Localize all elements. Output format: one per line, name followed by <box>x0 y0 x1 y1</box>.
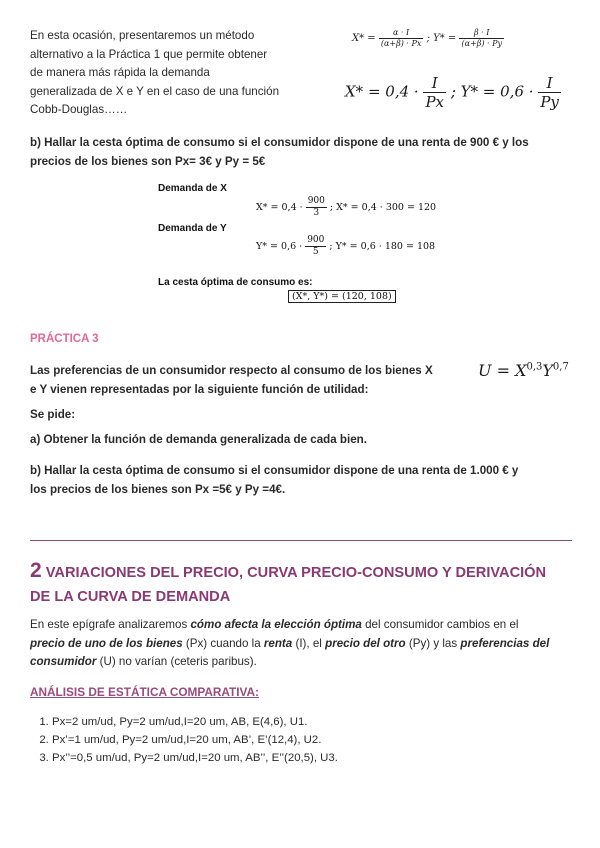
preferences-statement <box>30 362 470 399</box>
eq-x-post: ; X* = 0,4 · 300 = 120 <box>329 202 437 213</box>
formula-x-numerator: α · I <box>379 28 424 39</box>
formula-y-lhs: ; Y* = <box>426 33 457 44</box>
big-formula-x-numerator: I <box>423 74 446 93</box>
para-emphasis: precio del otro <box>325 636 406 650</box>
demand-y-equation <box>256 235 435 258</box>
general-demand-formula <box>352 28 504 49</box>
eq-y-numerator: 900 <box>307 235 325 245</box>
big-formula-sep: ; Y* = 0,6 · <box>450 82 534 101</box>
part-b2-line: los precios de los bienes son Px =5€ y Py =4€. <box>30 482 286 496</box>
eq-x-numerator: 900 <box>307 196 325 206</box>
big-formula-y-denominator: Py <box>540 93 559 111</box>
optimal-basket-box: (X*, Y*) = (120, 108) <box>288 290 396 303</box>
demand-x-label: Demanda de X <box>158 183 227 194</box>
para-text: del consumidor cambios en el <box>361 618 519 631</box>
part-b-line: precios de los bienes son Px= 3€ y Py = 5€ <box>30 154 266 168</box>
para-text: (Py) y las <box>405 636 461 650</box>
para-text: (U) no varían (ceteris paribus). <box>96 655 257 668</box>
formula-x-fraction <box>379 28 424 49</box>
basket-label: La cesta óptima de consumo es: <box>158 277 313 288</box>
utility-exp-y: 0,7 <box>552 361 569 373</box>
preferences-line: Las preferencias de un consumidor respecto al consumo de los bienes X <box>30 364 433 377</box>
part-a-question: a) Obtener la función de demanda generalizada de cada bien. <box>30 433 367 446</box>
para-emphasis: preferencias del <box>460 636 550 650</box>
part-b-line: b) Hallar la cesta óptima de consumo si el consumidor dispone de una renta de 900 € y los <box>30 136 529 149</box>
utility-function <box>478 361 569 380</box>
formula-y-fraction <box>459 28 504 49</box>
section-2-heading <box>30 559 575 609</box>
demand-y-label: Demanda de Y <box>158 223 227 234</box>
para-emphasis: cómo afecta la elección óptima <box>190 618 362 631</box>
big-formula-y-fraction <box>538 74 561 111</box>
formula-x-lhs: X* = <box>352 33 376 44</box>
part-b-question-2 <box>30 462 580 499</box>
eq-x-fraction <box>306 196 327 219</box>
formula-y-numerator: β · I <box>459 28 504 39</box>
intro-paragraph <box>30 27 310 120</box>
para-emphasis: consumidor <box>30 655 97 668</box>
big-formula-y-numerator: I <box>538 74 561 93</box>
para-text: (Px) cuando la <box>182 636 264 650</box>
section-title-line: VARIACIONES DEL PRECIO, CURVA PRECIO-CONSUMO Y DERIVACIÓN <box>45 565 547 581</box>
big-formula-x-denominator: Px <box>425 93 445 111</box>
list-item: 1. Px=2 um/ud, Py=2 um/ud,I=20 um, AB, E(4,6), U1. <box>52 713 570 731</box>
demand-x-equation <box>256 196 436 219</box>
big-formula-x-lhs: X* = 0,4 · <box>345 82 419 101</box>
list-item: 3. Px’’=0,5 um/ud, Py=2 um/ud,I=20 um, AB’’, E’’(20,5), U3. <box>52 749 570 767</box>
formula-x-denominator: (α+β) · Px <box>380 39 422 48</box>
eq-y-post: ; Y* = 0,6 · 180 = 108 <box>329 241 436 252</box>
utility-lhs: U = X <box>478 361 527 380</box>
eq-x-pre: X* = 0,4 · <box>256 202 303 213</box>
part-b2-line: b) Hallar la cesta óptima de consumo si el consumidor dispone de una renta de 1.000 € y <box>30 464 519 477</box>
intro-line: En esta ocasión, presentaremos un método <box>30 29 255 42</box>
para-text: (I), el <box>292 636 326 650</box>
formula-y-denominator: (α+β) · Py <box>461 39 502 48</box>
para-emphasis: precio de uno de los bienes <box>30 636 183 650</box>
section-number: 2 <box>30 559 42 582</box>
section-divider <box>30 540 572 541</box>
specific-demand-formula <box>345 74 561 111</box>
big-formula-x-fraction <box>423 74 446 111</box>
practica-3-title: PRÁCTICA 3 <box>30 333 99 345</box>
intro-line: Cobb-Douglas…… <box>30 103 128 116</box>
eq-y-fraction <box>305 235 326 258</box>
para-emphasis: renta <box>263 636 293 650</box>
list-item: 2. Px’=1 um/ud, Py=2 um/ud,I=20 um, AB’, E’(12,4), U2. <box>52 731 570 749</box>
section-2-paragraph <box>30 616 575 672</box>
intro-line: generalizada de X e Y en el caso de una función <box>30 84 280 98</box>
comparative-statics-heading: ANÁLISIS DE ESTÁTICA COMPARATIVA: <box>30 685 259 699</box>
se-pide: Se pide: <box>30 408 76 421</box>
intro-line: alternativo a la Práctica 1 que permite obtener <box>30 47 268 61</box>
utility-y: Y <box>542 361 553 380</box>
intro-line: de manera más rápida la demanda <box>30 66 210 79</box>
para-text: En este epígrafe analizaremos <box>30 618 191 631</box>
section-title-line: DE LA CURVA DE DEMANDA <box>30 589 231 605</box>
utility-exp-x: 0,3 <box>526 361 543 373</box>
eq-x-denominator: 3 <box>313 208 320 218</box>
preferences-line: e Y vienen representadas por la siguiente función de utilidad: <box>30 382 369 396</box>
eq-y-denominator: 5 <box>312 247 319 257</box>
scenario-list <box>30 713 570 767</box>
eq-y-pre: Y* = 0,6 · <box>256 241 303 252</box>
part-b-question-1 <box>30 134 580 171</box>
